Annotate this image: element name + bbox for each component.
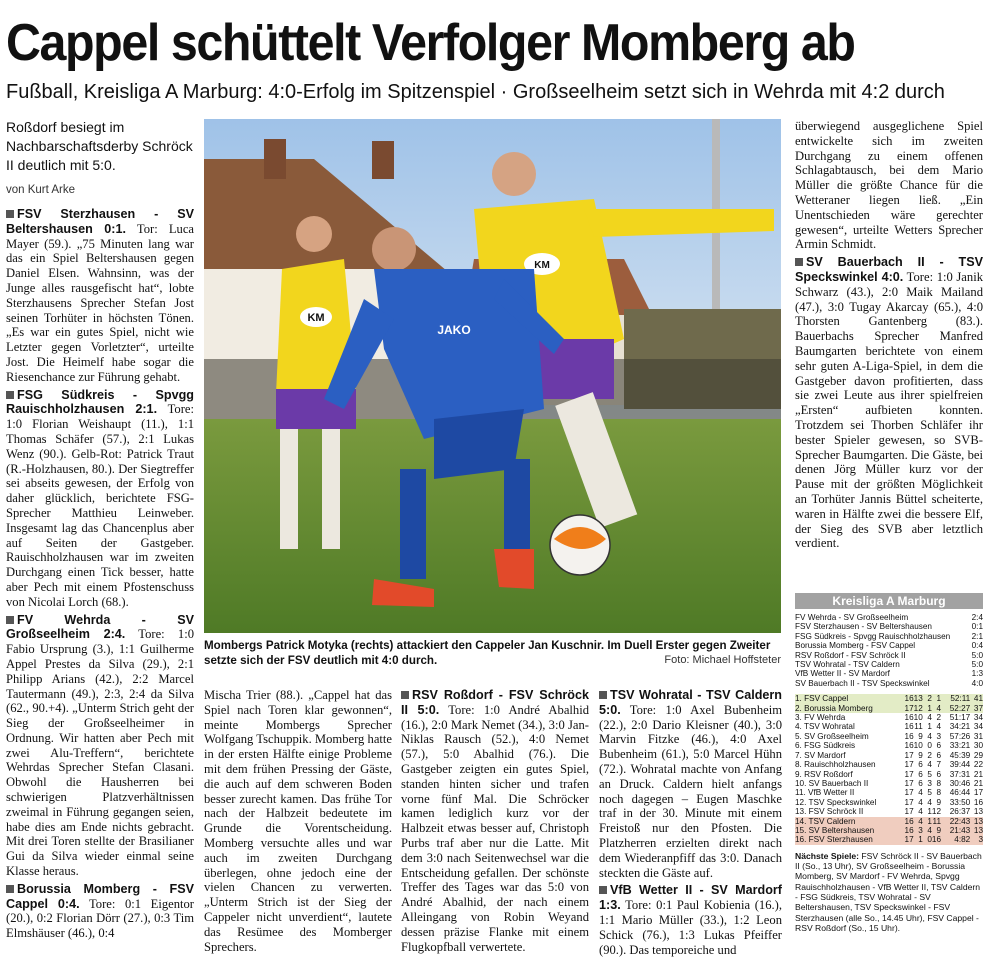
report-paragraph	[401, 688, 589, 954]
match-report-text: Tore: 1:0 André Abalhid (16.), 2:0 Mark Nemet (34.), 3:0 Jan-Niklas Rausch (52.), 4:0 Nemet (57.), 5:0 Abalhid (76.). Die Gastgeber zeigten ein gutes Spiel, standen hinten sicher und trafen vorne fünf Mal. Die Schröcker kamen lediglich kurz vor der Halbzeit etwas besser auf, Christoph Purbs traf aber nur die Latte. Mit dem 3:0 nach Seitenwechsel war die Entscheidung gefallen. Der schönste Treffer des Tages war das 5:0 von André Abalhid, der nach einem Alleingang von Robin Weyand dessen präzise Flanke mit einem Flugkopfball verwertete.	[401, 702, 589, 954]
next-matches-text: FSV Schröck II - SV Bauerbach II (So., 13 Uhr), SV Großseelheim - Borussia Momberg, SV Mardorf - FV Wehrda, Spvgg Rauischholzhausen - VfB Wetter II, TSV Caldern - FSG Südkreis, TSV Wohratal - SV Beltershausen, TSV Speckswinkel - FSV Sterzhausen (alle So., 14.45 Uhr), FSV Cappel - RSV Roßdorf (So., 15 Uhr).	[795, 850, 982, 933]
standings-points: 31	[973, 731, 983, 741]
standings-draws: 2	[927, 750, 932, 760]
standings-losses: 9	[936, 797, 942, 807]
match-report-text: Tor: Luca Mayer (59.). „75 Minuten lang war das ein Spiel Beltershausen gegen Daniel Elsen. Wahnsinn, was der Junge alles rausgefischt hat“, lobte Sterzhausens Sprecher Stefan Jost seinen Torhüter in höchsten Tönen. „Es war ein gutes Spiel, nicht wie Letzter gegen Vorletzter“, urteilte Jost. Die Heimelf habe sogar die Riesenchance zur Führung gehabt.	[6, 221, 194, 384]
standings-team-name: 10. SV Bauerbach II	[795, 778, 869, 788]
standings-row	[795, 798, 983, 807]
standings-games: 17	[904, 769, 914, 779]
standings-team-name: 12. TSV Speckswinkel	[795, 797, 877, 807]
report-paragraph	[6, 388, 194, 610]
match-heading: SV Bauerbach II - TSV Speckswinkel 4:0.	[795, 255, 983, 284]
result-row	[795, 669, 983, 678]
report-paragraph	[6, 207, 194, 385]
standings-losses: 6	[936, 741, 942, 751]
standings-points: 3	[978, 835, 983, 845]
standings-points: 22	[973, 760, 983, 770]
report-paragraph	[599, 688, 782, 880]
standings-goal-difference: 30:46	[949, 778, 971, 788]
result-row	[795, 660, 983, 669]
article-column-2	[204, 688, 392, 954]
match-report-text: Tore: 0:1 Eigentor (20.), 0:2 Florian Dörr (27.), 0:3 Tim Elmshäuser (46.), 0:4	[6, 896, 194, 941]
standings-losses: 2	[936, 713, 942, 723]
result-score: 2:4	[971, 613, 983, 622]
standings-wins: 12	[913, 703, 923, 713]
result-match: Borussia Momberg - FSV Cappel	[795, 641, 916, 651]
match-report-text: Tore: 1:0 Axel Bubenheim (22.), 2:0 Dario Kleisner (40.), 3:0 Marvin Fitzke (46.), 4:0 Axel Bubenheim (61.), 5:0 Marcel Hühn (72.). Wohratal machte von Anfang an Druck. Caldern hielt anfangs noch dagegen – Eugen Maschke traf in der 30. Minute mit einem Freistoß nur den Pfosten. Die Platzherren erzielten direkt nach dem Wiederanpfiff das 3:0. Danach steckten die Gäste auf.	[599, 702, 782, 880]
standings-points: 13	[973, 816, 983, 826]
result-match: FSV Sterzhausen - SV Beltershausen	[795, 622, 932, 632]
report-paragraph	[6, 613, 194, 879]
standings-losses: 16	[931, 835, 942, 845]
standings-goal-difference: 46:44	[949, 788, 971, 798]
standings-games: 16	[904, 741, 914, 751]
photo-caption-text: Mombergs Patrick Motyka (rechts) attackiert den Cappeler Jan Kuschnir. Im Duell Erster gegen Zweiter setzte sich der FSV deutlich mit 4:0 durch.	[204, 639, 771, 667]
standings-losses: 1	[936, 694, 942, 704]
standings-points: 21	[973, 778, 983, 788]
standings-team-name: 6. FSG Südkreis	[795, 741, 856, 751]
headline: Cappel schüttelt Verfolger Momberg ab	[6, 14, 855, 72]
standings-row	[795, 722, 983, 731]
standings-games: 17	[904, 703, 914, 713]
standings-draws: 5	[927, 769, 932, 779]
standings-row	[795, 713, 983, 722]
standings-draws: 4	[927, 760, 932, 770]
standings-goal-difference: 52:27	[949, 703, 971, 713]
standings-points: 17	[973, 788, 983, 798]
standings-team-name: 7. SV Mardorf	[795, 750, 846, 760]
standings-games: 16	[904, 825, 914, 835]
standings-team-name: 15. SV Beltershausen	[795, 825, 875, 835]
standings-goal-difference: 33:50	[949, 797, 971, 807]
result-match: RSV Roßdorf - FSV Schröck II	[795, 650, 906, 660]
standings-losses: 6	[936, 750, 942, 760]
article-column-3	[401, 688, 589, 954]
standings-team-name: 4. TSV Wohratal	[795, 722, 855, 732]
standings-wins: 11	[914, 722, 923, 732]
standings-team-name: 9. RSV Roßdorf	[795, 769, 853, 779]
column-2-text: Mischa Trier (88.). „Cappel hat das Spiel nach Toren klar gewonnen“, meinte Mombergs Sprecher Wolfgang Tschuppik. Momberg hatte in der ersten Hälfte einige Probleme mit dem frühen Pressing der Gäste, die auch auf dem schweren Boden besser zurecht kamen. Das frühe Tor nach der Halbzeit bedeutete im Grunde die Vorentscheidung. Momberg versuchte alles und war auch im zweiten Durchgang überlegen, ohne jedoch eine der vielen Chancen zu verwerten. „Unterm Strich ist der Sieg der Cappeler nicht unverdient“, lautete das Resümee des Momberger Sprechers.	[204, 688, 392, 954]
standings-goal-difference: 51:17	[949, 713, 971, 723]
standings-row	[795, 751, 983, 760]
match-heading: TSV Wohratal - TSV Caldern 5:0.	[599, 688, 782, 717]
standings-goal-difference: 52:11	[950, 694, 971, 704]
standings-losses: 7	[936, 760, 942, 770]
standings-row	[795, 732, 983, 741]
standings-team-name: 8. Rauischholzhausen	[795, 760, 876, 770]
square-bullet-icon	[6, 616, 14, 624]
result-score: 2:1	[971, 631, 983, 641]
standings-draws: 4	[927, 825, 932, 835]
standings-team-name: 2. Borussia Momberg	[795, 703, 873, 713]
shirt-logo-left: KM	[307, 312, 325, 324]
standings-wins: 10	[913, 713, 923, 723]
standings-points: 34	[973, 713, 983, 723]
standings-losses: 12	[931, 807, 942, 817]
standings-losses: 11	[932, 816, 942, 826]
result-row	[795, 613, 983, 622]
square-bullet-icon	[401, 691, 409, 699]
standings-games: 17	[904, 750, 914, 760]
standings-team-name: 16. FSV Sterzhausen	[795, 835, 873, 845]
standings-draws: 2	[927, 694, 932, 704]
result-score: 5:0	[971, 650, 983, 660]
standings-wins: 4	[918, 807, 923, 817]
standings-draws: 1	[927, 722, 932, 732]
result-match: TSV Wohratal - TSV Caldern	[795, 660, 900, 670]
standings-wins: 6	[918, 769, 923, 779]
report-paragraph	[795, 119, 983, 252]
shirt-logo-blue: JAKO	[437, 323, 471, 337]
square-bullet-icon	[6, 391, 14, 399]
standings-goal-difference: 45:39	[949, 750, 971, 760]
standings-losses: 4	[936, 703, 942, 713]
standings-team-name: 3. FV Wehrda	[795, 713, 846, 723]
standings-row	[795, 788, 983, 797]
standings-goal-difference: 33:21	[949, 741, 971, 751]
article-column-5	[795, 119, 983, 551]
standings-table	[795, 694, 983, 845]
standings-wins: 4	[918, 797, 923, 807]
result-score: 0:1	[971, 622, 983, 632]
match-photo	[204, 119, 781, 633]
standings-draws: 1	[927, 703, 932, 713]
report-paragraph	[599, 883, 782, 957]
match-heading: RSV Roßdorf - FSV Schröck II 5:0.	[401, 688, 589, 717]
match-report-text: Tore: 1:0 Janik Schwarz (43.), 2:0 Maik Mailand (47.), 3:0 Tugay Akarcay (65.), 4:0 Thorsten Gantenberg (83.). Bauerbachs Sprecher Manfred Baumgarten berichtete von einem sehr guten A-Liga-Spiel, in dem die Gastgeber davon profitierten, dass sie zwei Leute aus ihrer spielfreien „Ersten“ aufbieten konnten. Trotzdem sei Thorben Schläfer ihr bester Spieler gewesen, so SVB-Sprecher Baumgarten. Die Gäste, bei denen Jörg Müller kurz vor der Pause mit der größten Möglichkeit an Torhüter Jannis Büttel scheiterte, waren in Hälfte zwei die bessere Elf, der Sieg des SVB aber letztlich verdient.	[795, 269, 983, 551]
standings-goal-difference: 26:37	[949, 807, 971, 817]
standings-losses: 4	[936, 722, 942, 732]
standings-points: 29	[973, 750, 983, 760]
standings-wins: 4	[918, 788, 923, 798]
standings-goal-difference: 22:43	[949, 816, 971, 826]
article-column-1	[6, 207, 194, 941]
standings-goal-difference: 34:21	[949, 722, 971, 732]
standings-losses: 8	[936, 788, 942, 798]
standings-draws: 4	[927, 797, 932, 807]
result-row	[795, 632, 983, 641]
standings-draws: 0	[927, 741, 932, 751]
standings-row	[795, 770, 983, 779]
standings-wins: 6	[918, 778, 923, 788]
standings-team-name: 5. SV Großseelheim	[795, 731, 869, 741]
standings-draws: 1	[927, 807, 932, 817]
lead-text: Roßdorf besiegt im Nachbarschaftsderby Schröck II deutlich mit 5:0.	[6, 119, 193, 173]
standings-draws: 4	[927, 713, 932, 723]
standings-games: 17	[904, 788, 914, 798]
standings-points: 13	[973, 825, 983, 835]
standings-draws: 4	[927, 731, 932, 741]
result-row	[795, 651, 983, 660]
standings-games: 16	[904, 731, 914, 741]
standings-points: 13	[973, 807, 983, 817]
standings-games: 17	[904, 760, 914, 770]
match-heading: VfB Wetter II - SV Mardorf 1:3.	[599, 883, 782, 913]
standings-goal-difference: 39:44	[949, 760, 971, 770]
standings-goal-difference: 21:43	[949, 825, 971, 835]
standings-team-name: 1. FSV Cappel	[795, 694, 849, 704]
match-heading: FV Wehrda - SV Großseelheim 2:4.	[6, 612, 194, 642]
football-scene-illustration	[204, 119, 781, 633]
standings-goal-difference: 4:82	[954, 835, 971, 845]
standings-games: 16	[904, 816, 914, 826]
standings-row	[795, 704, 983, 713]
standings-draws: 5	[927, 788, 932, 798]
shirt-logo-right: KM	[534, 260, 550, 271]
result-match: SV Bauerbach II - TSV Speckswinkel	[795, 678, 930, 688]
standings-row	[795, 817, 983, 826]
standings-draws: 1	[927, 816, 932, 826]
standings-wins: 9	[918, 731, 923, 741]
result-row	[795, 622, 983, 631]
standings-wins: 3	[918, 825, 923, 835]
subline: Fußball, Kreisliga A Marburg: 4:0-Erfolg im Spitzenspiel · Großseelheim setzt sich in Wehrda mit 4:2 durch	[6, 81, 945, 103]
league-table	[795, 593, 983, 933]
result-score: 4:0	[971, 678, 983, 688]
next-matches	[795, 851, 983, 933]
standings-losses: 3	[936, 731, 942, 741]
square-bullet-icon	[599, 691, 607, 699]
standings-row	[795, 694, 983, 703]
standings-games: 17	[904, 835, 914, 845]
results-list	[795, 613, 983, 688]
match-heading: FSV Sterzhausen - SV Beltershausen 0:1.	[6, 207, 194, 236]
result-row	[795, 641, 983, 650]
standings-wins: 13	[913, 694, 923, 704]
standings-wins: 1	[918, 835, 923, 845]
result-row	[795, 679, 983, 688]
photo-credit: Foto: Michael Hoffsteter	[664, 654, 781, 666]
standings-goal-difference: 57:26	[949, 731, 971, 741]
result-match: FSG Südkreis - Spvgg Rauischholzhausen	[795, 631, 951, 641]
standings-points: 16	[973, 797, 983, 807]
standings-draws: 3	[927, 778, 932, 788]
standings-losses: 8	[936, 778, 942, 788]
standings-row	[795, 807, 983, 816]
match-report-text: Tore: 1:0 Fabio Ursprung (3.), 1:1 Guilherme Appel Prestes da Silva (29.), 2:1 Philipp Arians (42.), 2:2 Marcel Tautermann (49.), 2:3, 2:4 da Silva (62., 90.+4). „Unterm Strich geht der Sieg der Großseelheimer in Ordnung. Wir hatten aber Pech mit zwei Alu-Treffern“, berichtete Wehrdas Sprecher Stefan Clasani. Obwohl die Hausherren bei schwierigen Platzverhältnissen zweimal in Führung gegangen seien, habe dies am Ende nichts gebracht. Mit drei Toren stellte der Brasilianer Gui da Silva wieder einmal seine Klasse heraus.	[6, 627, 195, 879]
standings-goal-difference: 37:31	[949, 769, 971, 779]
standings-team-name: 13. FSV Schröck II	[795, 807, 864, 817]
standings-games: 17	[904, 797, 914, 807]
standings-losses: 6	[936, 769, 942, 779]
standings-row	[795, 760, 983, 769]
standings-games: 16	[904, 713, 914, 723]
article-column-4	[599, 688, 782, 957]
standings-wins: 4	[918, 816, 923, 826]
result-score: 1:3	[971, 669, 983, 679]
match-heading: Borussia Momberg - FSV Cappel 0:4.	[6, 881, 194, 911]
standings-games: 17	[904, 778, 914, 788]
standings-row	[795, 835, 983, 844]
standings-losses: 9	[936, 825, 942, 835]
match-report-text: Tore: 1:0 Florian Weishaupt (11.), 1:1 Thomas Schäfer (57.), 2:1 Lukas Wenz (90.). Gelb-Rot: Patrick Traut (R.-Holzhausen, 80.). Der Siegtreffer sei abseits gewesen, der Erfolg von daher glücklich, berichtete FSG-Sprecher Matthieu Leinweber. Insgesamt lag das Chancenplus aber auf Seiten der Gastgeber. Rauischholzhausen war im zweiten Durchgang einen Tick besser, hatte aber Pech mit einem Pfostenschuss von Nicolai Lorch (68.).	[6, 402, 194, 609]
result-score: 5:0	[971, 660, 983, 670]
result-score: 0:4	[971, 641, 983, 651]
standings-row	[795, 779, 983, 788]
standings-points: 30	[973, 741, 983, 751]
standings-wins: 6	[918, 760, 923, 770]
square-bullet-icon	[6, 885, 14, 893]
standings-games: 16	[904, 722, 914, 732]
standings-games: 17	[904, 807, 914, 817]
standings-games: 16	[904, 694, 914, 704]
square-bullet-icon	[599, 886, 607, 894]
standings-team-name: 11. VfB Wetter II	[795, 788, 855, 798]
match-report-text: überwiegend ausgeglichene Spiel entwickelte sich im zweiten Durchgang zu einem offenen Schlagabtausch, bei dem Mario Müller die größte Chance für die Wetteraner liegen ließ. „Ein Unentschieden wäre gerechter gewesen“, urteilte Wetters Sprecher Armin Schmidt.	[795, 119, 983, 252]
standings-wins: 10	[913, 741, 923, 751]
report-paragraph	[795, 255, 983, 551]
match-heading: FSG Südkreis - Spvgg Rauischholzhausen 2:1.	[6, 387, 194, 417]
standings-row	[795, 826, 983, 835]
next-matches-label: Nächste Spiele:	[795, 850, 859, 861]
standings-team-name: 14. TSV Caldern	[795, 816, 856, 826]
byline: von Kurt Arke	[6, 184, 76, 196]
square-bullet-icon	[6, 210, 14, 218]
standings-points: 37	[973, 703, 983, 713]
standings-draws: 0	[927, 835, 932, 845]
standings-row	[795, 741, 983, 750]
match-report-text: Tore: 0:1 Paul Kobienia (16.), 1:1 Mario Müller (33.), 1:2 Leon Schick (76.), 1:3 Lukas Pfeiffer (90.). Das temporeiche und	[599, 898, 782, 957]
report-paragraph	[6, 882, 194, 941]
result-match: FV Wehrda - SV Großseelheim	[795, 613, 909, 622]
standings-points: 34	[973, 722, 983, 732]
league-table-title: Kreisliga A Marburg	[795, 593, 983, 609]
standings-points: 41	[973, 694, 983, 704]
result-match: VfB Wetter II - SV Mardorf	[795, 669, 890, 679]
standings-points: 21	[973, 769, 983, 779]
square-bullet-icon	[795, 258, 803, 266]
standings-wins: 9	[918, 750, 923, 760]
